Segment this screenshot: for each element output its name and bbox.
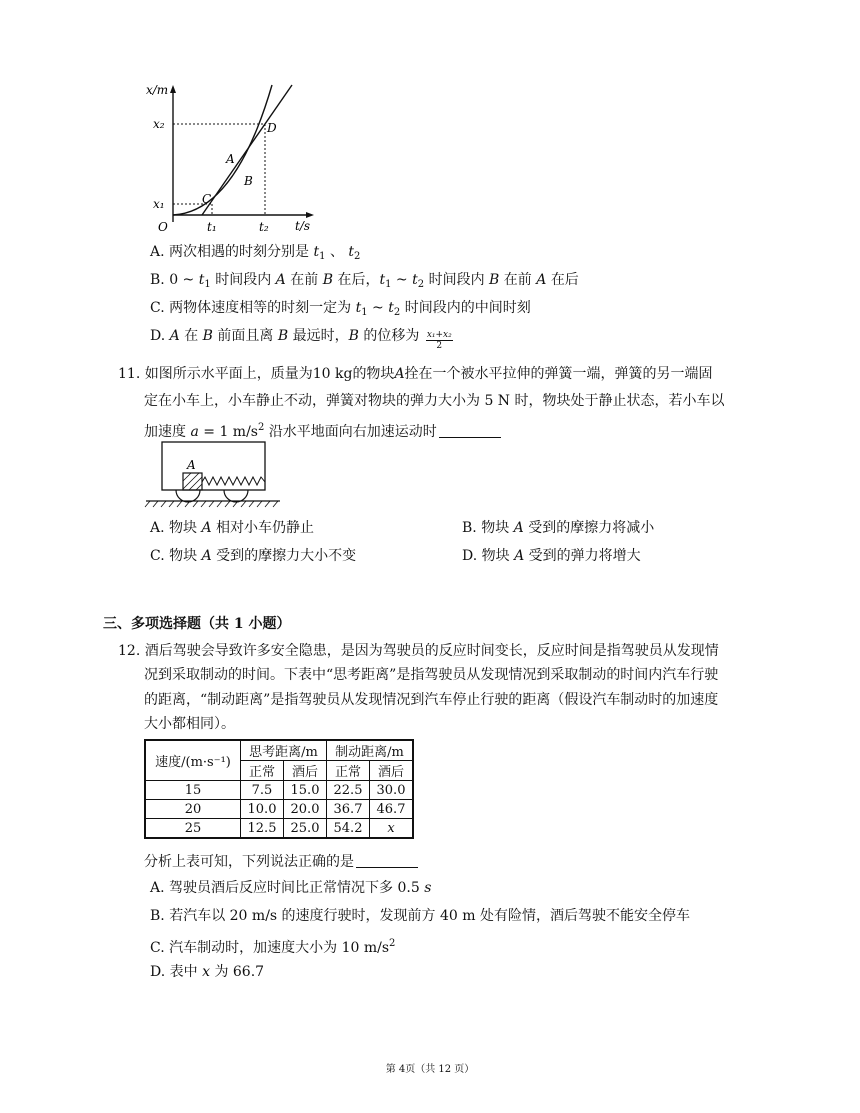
spring xyxy=(202,477,265,485)
sub-header: 酒后 xyxy=(284,761,327,781)
option-key: B. xyxy=(150,908,165,924)
sub-header: 正常 xyxy=(241,761,284,781)
answer-blank xyxy=(439,423,501,438)
point-c-label: C xyxy=(202,192,212,206)
q12-line4: 大小都相同）。 xyxy=(144,716,235,732)
table-cell: 15.0 xyxy=(284,781,327,800)
q10-option-a xyxy=(150,242,360,267)
option-text: 表中 xyxy=(169,964,198,980)
table-cell: 25.0 xyxy=(284,819,327,839)
subscript: 1 xyxy=(204,279,211,290)
q11-line3 xyxy=(144,418,501,442)
q11-line2: 定在小车上，小车静止不动，弹簧对物块的弹力大小为 5 N 时，物块处于静止状态，若小车以 xyxy=(144,393,725,409)
t1-tick: t₁ xyxy=(207,220,217,234)
thinking-distance-header: 思考距离/m xyxy=(241,740,327,761)
q11-option-b xyxy=(462,518,654,538)
option-text: ~ xyxy=(372,300,384,316)
q10-option-c xyxy=(150,298,531,323)
fraction-numerator: x₁+x₂ xyxy=(426,330,452,340)
table-cell: 25 xyxy=(145,819,241,839)
section-heading: 三、多项选择题（共 1 小题） xyxy=(103,616,291,632)
math-var: t xyxy=(379,272,386,288)
block-hatch xyxy=(189,477,202,490)
table-cell: 30.0 xyxy=(370,781,414,800)
question-text: 如图所示水平面上，质量为 xyxy=(144,366,313,382)
option-key: A. xyxy=(150,520,165,536)
q12-analysis xyxy=(144,852,418,872)
option-text: 受到的摩擦力大小不变 xyxy=(216,548,357,564)
math-var: B xyxy=(322,272,333,288)
math-var: A xyxy=(513,520,524,536)
option-key: D. xyxy=(150,964,166,980)
q12-option-c xyxy=(150,934,395,958)
subscript: 2 xyxy=(354,251,361,262)
option-text: 两次相遇的时刻分别是 xyxy=(169,244,310,260)
table-cell: 12.5 xyxy=(241,819,284,839)
option-text: 在前 xyxy=(503,272,532,288)
q11-line1 xyxy=(118,364,713,384)
table-cell: 22.5 xyxy=(327,781,370,800)
table-cell: 54.2 xyxy=(327,819,370,839)
math-var: B xyxy=(202,328,213,344)
q12-option-d xyxy=(150,962,264,982)
option-key: B. xyxy=(150,272,165,288)
math-var: A xyxy=(275,272,286,288)
question-text: 的物块 xyxy=(352,366,395,382)
math-var: B xyxy=(489,272,500,288)
point-d-label: D xyxy=(267,121,277,135)
data-table xyxy=(144,739,414,839)
option-text: 物块 xyxy=(169,520,198,536)
math-var: A xyxy=(201,520,212,536)
option-key: A. xyxy=(150,880,165,896)
table-row xyxy=(145,819,413,839)
option-text: 时间段内的中间时刻 xyxy=(404,300,531,316)
option-text: 、 xyxy=(329,244,344,260)
data-table-wrap xyxy=(144,739,414,839)
option-text: 的位移为 xyxy=(363,328,420,344)
table-cell: 20 xyxy=(145,800,241,819)
block-a xyxy=(183,473,202,490)
block-hatch xyxy=(196,484,202,490)
q12-line1 xyxy=(118,641,719,661)
option-text: 驾驶员酒后反应时间比正常情况下多 0.5 xyxy=(169,880,420,896)
option-key: C. xyxy=(150,548,165,564)
sub-header: 正常 xyxy=(327,761,370,781)
question-text: 分析上表可知，下列说法正确的是 xyxy=(144,854,354,870)
superscript: 2 xyxy=(389,938,396,949)
option-key: B. xyxy=(462,520,477,536)
question-number: 12. xyxy=(118,643,141,659)
wheel-right xyxy=(224,490,248,502)
table-row xyxy=(145,781,413,800)
option-key: A. xyxy=(150,244,165,260)
option-text: 在后， xyxy=(337,272,380,288)
t2-tick: t₂ xyxy=(259,220,269,234)
option-key: C. xyxy=(150,940,165,956)
math-var: t xyxy=(348,244,355,260)
origin-label: O xyxy=(158,220,168,234)
x-axis-label: t/s xyxy=(295,219,311,233)
x-axis-arrow xyxy=(306,212,314,218)
option-key: C. xyxy=(150,300,165,316)
curve-b xyxy=(173,85,272,215)
table-cell: 36.7 xyxy=(327,800,370,819)
option-text: 相对小车仍静止 xyxy=(216,520,315,536)
sub-header: 酒后 xyxy=(370,761,414,781)
block-hatch xyxy=(183,473,199,489)
option-text: 若汽车以 20 m/s 的速度行驶时，发现前方 40 m 处有险情，酒后驾驶不能安全停车 xyxy=(169,908,690,924)
superscript: 2 xyxy=(257,422,265,433)
option-text: 在后 xyxy=(550,272,579,288)
ground-hatch xyxy=(145,501,278,507)
option-text: ~ xyxy=(395,272,408,288)
option-text: 最远时， xyxy=(292,328,349,344)
question-text: 酒后驾驶会导致许多安全隐患，是因为驾驶员的反应时间变长，反应时间是指驾驶员从发现情 xyxy=(144,643,719,659)
option-text: 时间段内 xyxy=(215,272,272,288)
table-header-row xyxy=(145,740,413,761)
xt-graph xyxy=(140,82,320,237)
question-text: 沿水平地面向右加速运动时 xyxy=(268,424,437,440)
option-text: 物块 xyxy=(169,548,198,564)
option-text: 在 xyxy=(184,328,199,344)
table-cell: 20.0 xyxy=(284,800,327,819)
option-text: 前面且离 xyxy=(217,328,274,344)
unit: s xyxy=(424,880,432,896)
speed-header: 速度/(m·s⁻¹) xyxy=(145,740,241,781)
option-text: 为 66.7 xyxy=(214,964,265,980)
subscript: 2 xyxy=(417,279,425,290)
table-cell: 10.0 xyxy=(241,800,284,819)
math-var: A xyxy=(201,548,212,564)
subscript: 1 xyxy=(319,251,326,262)
math-var: A xyxy=(514,548,525,564)
math-var: x xyxy=(202,964,210,980)
option-text: 两物体速度相等的时刻一定为 xyxy=(169,300,352,316)
wheel-left xyxy=(176,490,200,502)
braking-distance-header: 制动距离/m xyxy=(327,740,414,761)
option-key: D. xyxy=(462,548,478,564)
math-var: t xyxy=(355,300,362,316)
q11-option-d xyxy=(462,546,641,566)
option-key: D. xyxy=(150,328,166,344)
q12-option-b xyxy=(150,906,690,926)
answer-blank xyxy=(356,853,418,868)
subscript: 1 xyxy=(361,307,368,318)
question-text: 10 kg xyxy=(312,366,353,382)
table-cell: x xyxy=(370,819,414,839)
option-text: 汽车制动时，加速度大小为 10 m/s xyxy=(169,940,390,956)
table-cell: 46.7 xyxy=(370,800,414,819)
table-cell: 15 xyxy=(145,781,241,800)
math-var: a xyxy=(190,424,199,440)
question-number: 11. xyxy=(118,366,141,382)
table-cell: 7.5 xyxy=(241,781,284,800)
cart-figure xyxy=(140,440,290,508)
block-label: A xyxy=(187,458,196,472)
math-var: t xyxy=(313,244,320,260)
q12-line2: 况到采取制动的时间。下表中“思考距离”是指驾驶员从发现情况到采取制动的时间内汽车行驶 xyxy=(144,667,719,683)
option-text: 在前 xyxy=(290,272,319,288)
y-axis-arrow xyxy=(170,85,176,93)
math-var: t xyxy=(198,272,205,288)
math-var: t xyxy=(412,272,418,288)
option-text: 受到的弹力将增大 xyxy=(528,548,641,564)
q10-option-d xyxy=(150,326,453,351)
x1-tick: x₁ xyxy=(153,197,165,211)
question-text: 加速度 xyxy=(144,424,186,440)
question-text: = 1 m/s xyxy=(203,424,258,440)
option-text: 物块 xyxy=(481,548,510,564)
question-text: 拴在一个被水平拉伸的弹簧一端，弹簧的另一端固 xyxy=(404,366,713,382)
math-var: A xyxy=(169,328,180,344)
q12-line3: 的距离，“制动距离”是指驾驶员从发现情况到汽车停止行驶的距离（假设汽车制动时的加速度 xyxy=(144,692,719,708)
page-footer: 第 4页（共 12 页） xyxy=(385,1064,475,1075)
fraction xyxy=(426,330,453,351)
x2-tick: x₂ xyxy=(153,117,165,131)
option-text: 时间段内 xyxy=(428,272,485,288)
math-var: t xyxy=(388,300,394,316)
y-axis-label: x/m xyxy=(146,83,169,97)
math-var: A xyxy=(394,366,405,382)
subscript: 1 xyxy=(385,279,392,290)
q11-option-c xyxy=(150,546,356,566)
q11-option-a xyxy=(150,518,314,538)
table-row xyxy=(145,800,413,819)
option-text: 物块 xyxy=(481,520,510,536)
math-var: B xyxy=(277,328,289,344)
subscript: 2 xyxy=(393,307,401,318)
curve-a-label: A xyxy=(226,152,235,166)
fraction-denominator: 2 xyxy=(436,341,443,351)
q10-option-b xyxy=(150,270,579,295)
math-var: B xyxy=(348,328,359,344)
math-var: A xyxy=(536,272,547,288)
block-hatch xyxy=(183,473,191,481)
option-text: 受到的摩擦力将减小 xyxy=(528,520,655,536)
q12-option-a xyxy=(150,878,431,898)
option-text: 0 ~ xyxy=(169,272,195,288)
curve-b-label: B xyxy=(244,174,253,188)
